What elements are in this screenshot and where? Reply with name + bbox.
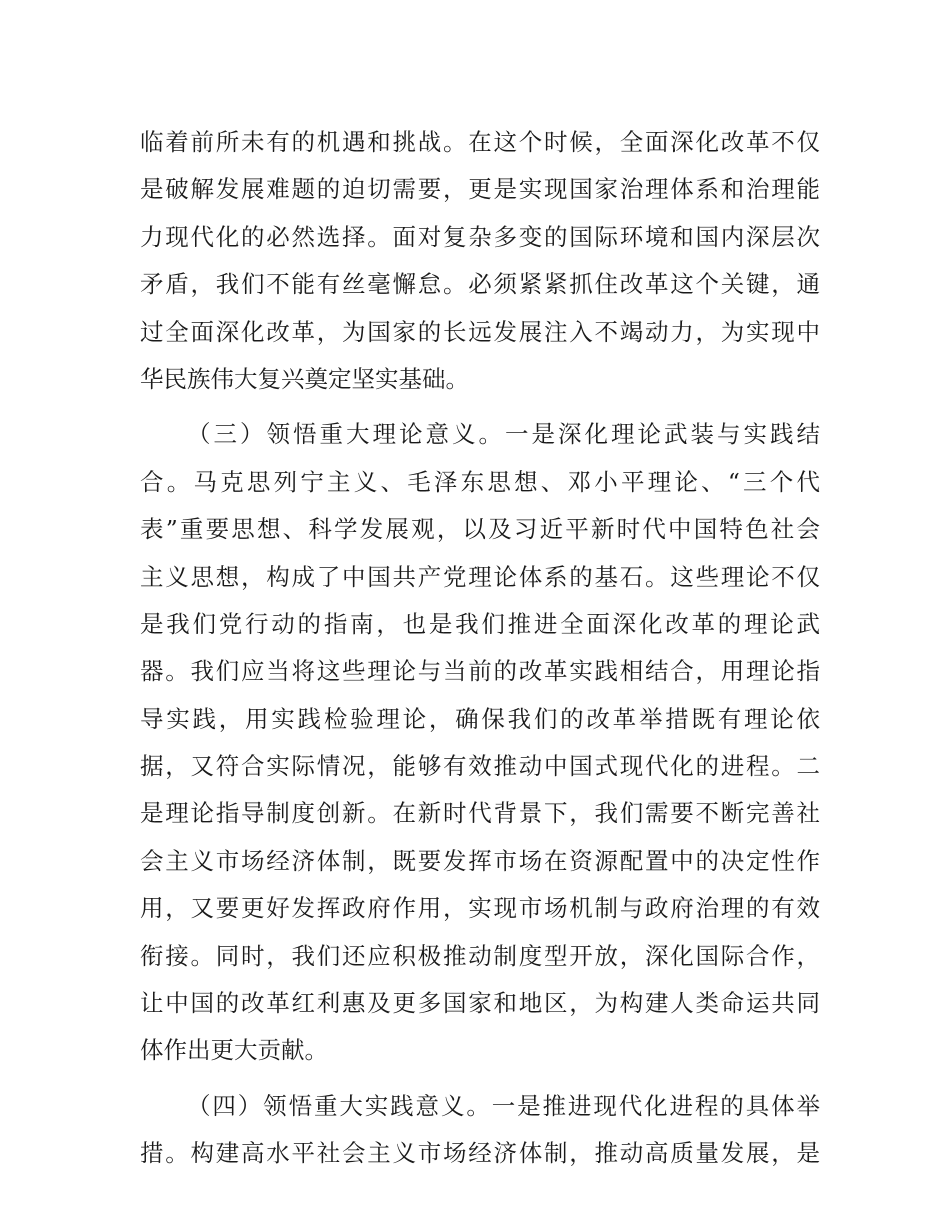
- text-line: 体作出更大贡献。: [140, 1036, 328, 1065]
- text-line: 是理论指导制度创新。在新时代背景下，我们需要不断完善社: [140, 799, 820, 828]
- paragraph-gap: [140, 1075, 820, 1083]
- text-line: 华民族伟大复兴奠定坚实基础。: [140, 364, 469, 393]
- paragraph: [140, 411, 820, 1074]
- text-line: 导实践，用实践检验理论，确保我们的改革举措既有理论依: [140, 704, 820, 733]
- text-line: 表”重要思想、科学发展观，以及习近平新时代中国特色社会: [140, 515, 820, 544]
- text-line: （四）领悟重大实践意义。一是推进现代化进程的具体举: [187, 1091, 820, 1120]
- text-line: 会主义市场经济体制，既要发挥市场在资源配置中的决定性作: [140, 846, 820, 875]
- text-line: 主义思想，构成了中国共产党理论体系的基石。这些理论不仅: [140, 562, 820, 591]
- text-line: 用，又要更好发挥政府作用，实现市场机制与政府治理的有效: [140, 894, 820, 923]
- text-line: 矛盾，我们不能有丝毫懈怠。必须紧紧抓住改革这个关键，通: [140, 270, 820, 299]
- text-line: 力现代化的必然选择。面对复杂多变的国际环境和国内深层次: [140, 222, 820, 251]
- text-line: 让中国的改革红利惠及更多国家和地区，为构建人类命运共同: [140, 989, 820, 1018]
- paragraph-gap: [140, 403, 820, 411]
- text-line: 措。构建高水平社会主义市场经济体制，推动高质量发展，是: [140, 1139, 820, 1168]
- text-line: 是破解发展难题的迫切需要，更是实现国家治理体系和治理能: [140, 175, 820, 204]
- text-line: 临着前所未有的机遇和挑战。在这个时候，全面深化改革不仅: [140, 128, 820, 156]
- text-line: 器。我们应当将这些理论与当前的改革实践相结合，用理论指: [140, 657, 820, 686]
- text-line: 衔接。同时，我们还应积极推动制度型开放，深化国际合作，: [140, 941, 820, 970]
- text-line: 过全面深化改革，为国家的长远发展注入不竭动力，为实现中: [140, 317, 820, 346]
- paragraph: [140, 119, 820, 403]
- document-body: [140, 119, 820, 1178]
- text-line: 据，又符合实际情况，能够有效推动中国式现代化的进程。二: [140, 752, 820, 781]
- paragraph: [140, 1083, 820, 1178]
- text-line: 是我们党行动的指南，也是我们推进全面深化改革的理论武: [140, 609, 820, 638]
- text-line: 合。马克思列宁主义、毛泽东思想、邓小平理论、“三个代: [140, 467, 820, 496]
- text-line: （三）领悟重大理论意义。一是深化理论武装与实践结: [187, 420, 820, 449]
